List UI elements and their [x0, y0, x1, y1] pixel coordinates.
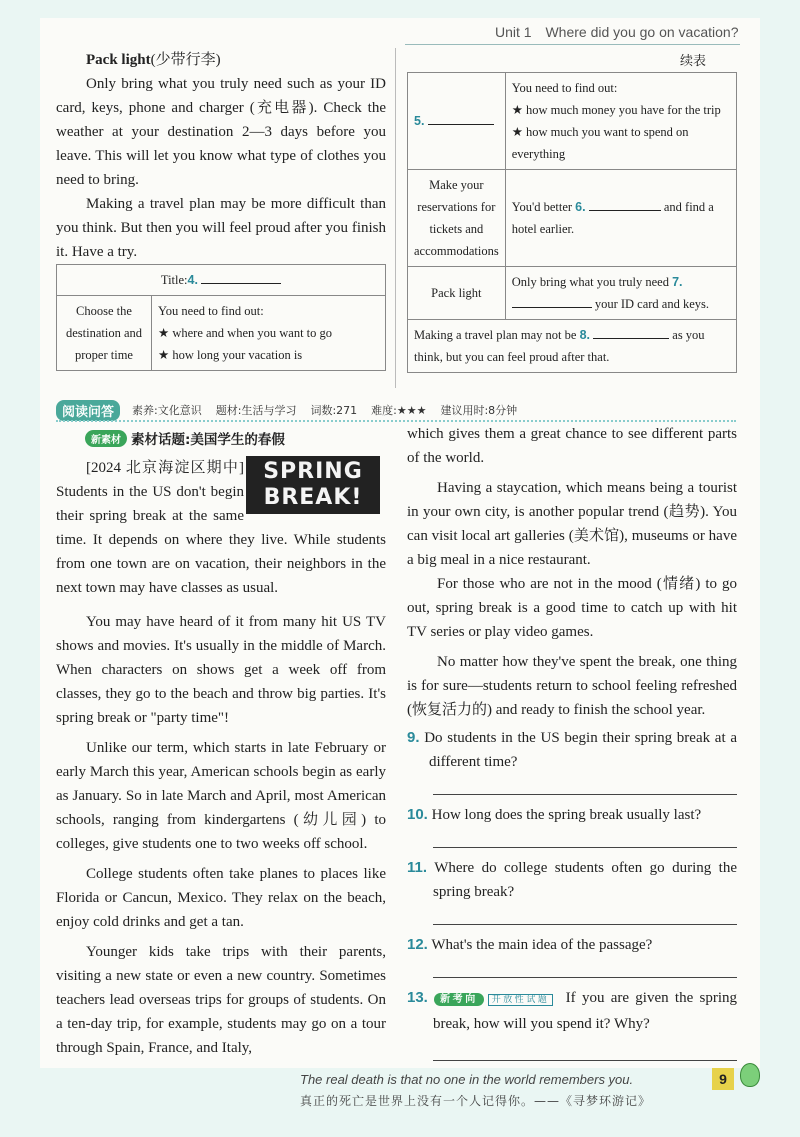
table-title-cell: Title:4.: [57, 265, 386, 296]
paragraph: Making a travel plan may be more difficult than you think. But then you will feel proud after you finish it. Have a try.: [56, 196, 386, 260]
table-cell: Making a travel plan may not be 8. as you think, but you can feel proud after that.: [408, 320, 737, 373]
new-material-badge: 新素材: [85, 430, 127, 447]
article-paragraph: College students often take planes to places like Florida or Cancun, Mexico. They relax on the beach, enjoy cold drinks and get a tan.: [56, 866, 386, 930]
plan-table-left: [56, 264, 386, 371]
question-13: 13. 新考向 开放性试题 If you are given the spring break, how will you spend it? Why?: [407, 986, 737, 1061]
balloon-icon: [740, 1063, 760, 1087]
question-12: 12. What's the main idea of the passage?: [407, 933, 737, 978]
unit-label: Unit 1: [495, 24, 532, 40]
banner-item: 题材:生活与学习: [215, 404, 297, 417]
table-cell: Only bring what you truly need 7. your ID card and keys.: [505, 267, 736, 320]
spring-break-image: SPRING BREAK!: [246, 456, 380, 514]
open-question-tag: 开放性试题: [488, 994, 554, 1006]
answer-line[interactable]: [433, 908, 737, 925]
answer-blank-8[interactable]: [593, 324, 669, 339]
table-cell: Pack light: [408, 267, 506, 320]
question-9: 9. Do students in the US begin their spring break at a different time?: [407, 726, 737, 795]
article-paragraph: [2024 北京海淀区期中] Students in the US don't begin their spring break at the same time. It depends on where they live. While students from one town are on vacation, their neighbors in the next town may have classes as usual.: [56, 460, 386, 596]
topic-heading: 新素材 素材话题:美国学生的春假: [85, 428, 285, 448]
banner-item: 素养:文化意识: [132, 404, 202, 417]
table-cell: You need to find out: ★ where and when you want to go ★ how long your vacation is: [152, 296, 386, 371]
article-right-column: [407, 422, 737, 1069]
answer-blank-4[interactable]: [201, 269, 281, 284]
table-cell: 5.: [408, 73, 506, 170]
table-cell: Make your reservations for tickets and accommodations: [408, 170, 506, 267]
footer-quote-en: The real death is that no one in the world remembers you.: [300, 1072, 634, 1087]
article-left-column: [56, 456, 386, 1060]
article-paragraph: For those who are not in the mood (情绪) to go out, spring break is a good time to catch up with hit TV series or play video games.: [407, 576, 737, 640]
banner-item: 词数:271: [310, 404, 358, 417]
answer-line[interactable]: [433, 778, 737, 795]
column-divider: [395, 48, 396, 388]
continued-label: 续表: [680, 54, 707, 69]
plan-table-right: [407, 72, 737, 373]
banner-item: 难度:★★★: [371, 404, 427, 417]
table-cell: Choose the destination and proper time: [57, 296, 152, 371]
new-direction-badge: 新考向: [434, 993, 484, 1006]
pack-light-section: [56, 48, 386, 264]
answer-blank-7[interactable]: [512, 293, 592, 308]
footer-quote-cn: 真正的死亡是世界上没有一个人记得你。——《寻梦环游记》: [300, 1094, 652, 1108]
table-cell: You need to find out: ★ how much money you have for the trip ★ how much you want to spend on everything: [505, 73, 736, 170]
answer-blank-6[interactable]: [589, 196, 661, 211]
article-paragraph: Younger kids take trips with their parents, visiting a new state or even a new country. Sometimes teachers lead overseas trips for groups of students. On a ten-day trip, for example, students may go on a tour through Spain, France, and Italy,: [56, 944, 386, 1056]
reading-banner: [56, 400, 736, 420]
article-paragraph: No matter how they've spent the break, one thing is for sure—students return to school feeling refreshed (恢复活力的) and ready to finish the school year.: [407, 654, 737, 718]
section-heading: Pack light(少带行李): [86, 52, 221, 68]
article-paragraph: You may have heard of it from many hit US TV shows and movies. It's usually in the middle of March. When characters on shows get a week off from classes, they go to the beach and throw big parties. It's spring break or "party time"!: [56, 614, 386, 726]
article-paragraph: Having a staycation, which means being a tourist in your own city, is another popular trend (趋势). You can visit local art galleries (美术馆), museums or have a big meal in a nice restaurant.: [407, 480, 737, 568]
unit-title: Where did you go on vacation?: [545, 24, 739, 40]
answer-line[interactable]: [433, 831, 737, 848]
answer-line[interactable]: [433, 1044, 737, 1061]
article-paragraph: Unlike our term, which starts in late February or early March this year, American schools begin as early as January. So in late March and April, most American schools, ranging from kindergartens (幼儿园) to colleges, give students one to two weeks off school.: [56, 740, 386, 852]
table-cell: You'd better 6. and find a hotel earlier.: [505, 170, 736, 267]
question-10: 10. How long does the spring break usually last?: [407, 803, 737, 848]
question-11: 11. Where do college students often go during the spring break?: [407, 856, 737, 925]
article-paragraph: which gives them a great chance to see different parts of the world.: [407, 426, 737, 466]
header-rule: [405, 44, 740, 45]
page-number: 9: [712, 1068, 734, 1090]
banner-item: 建议用时:8分钟: [440, 404, 518, 417]
answer-line[interactable]: [433, 961, 737, 978]
paragraph: Only bring what you truly need such as your ID card, keys, phone and charger (充电器). Check the weather at your destination 2—3 days before you leave. This will let you know what type of clothes you need to bring.: [56, 76, 386, 188]
answer-blank-5[interactable]: [428, 110, 494, 125]
banner-label: 阅读问答: [56, 400, 120, 421]
unit-header: [495, 24, 748, 40]
